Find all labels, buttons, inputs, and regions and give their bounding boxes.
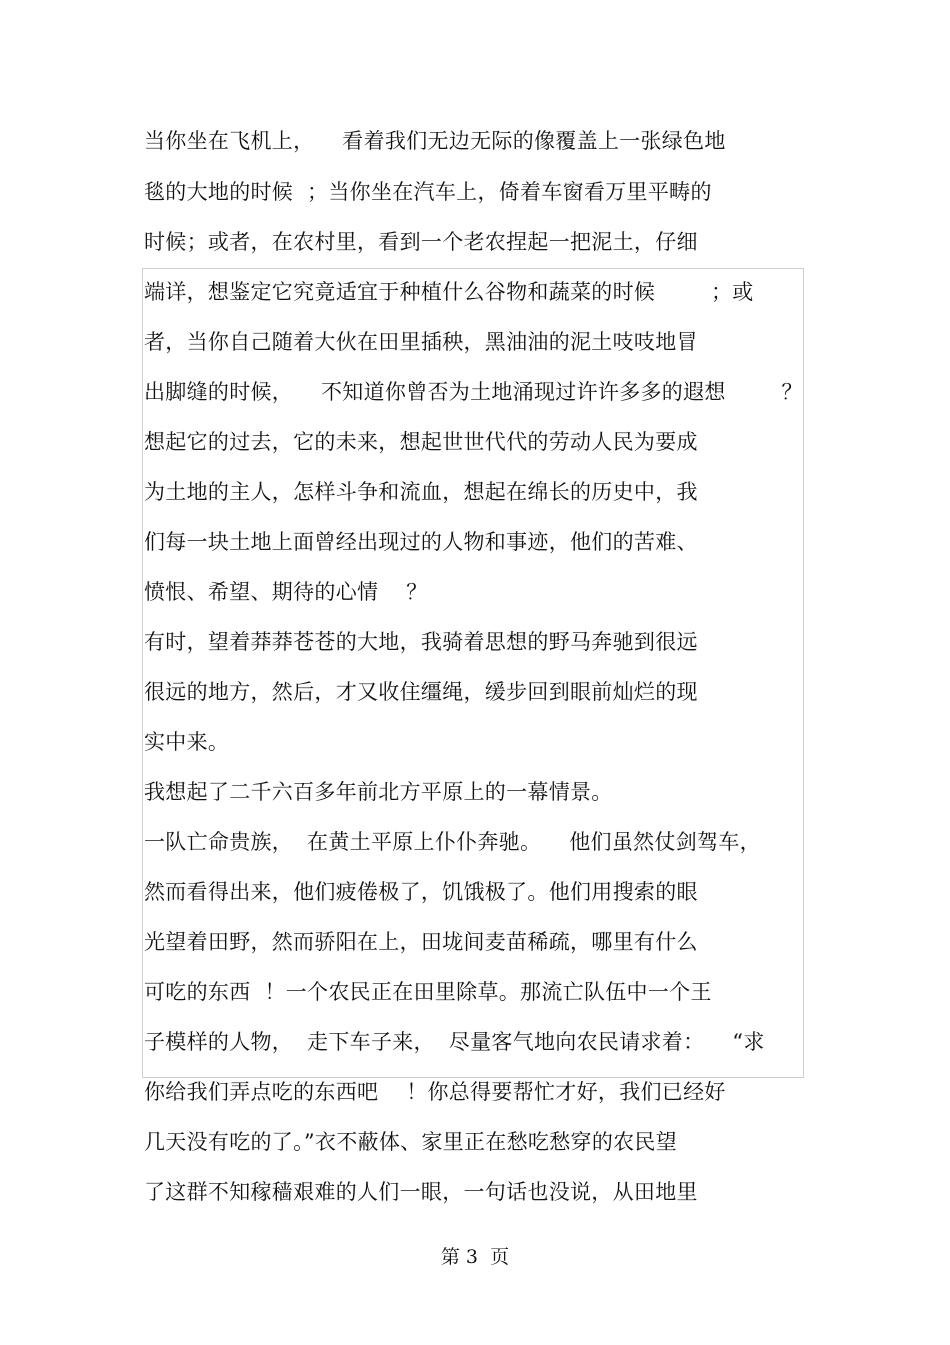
text-line: 可吃的东西 ！一个农民正在田里除草。那流亡队伍中一个王 (144, 980, 712, 1004)
text-line: 愤恨、希望、期待的心情 ？ (144, 580, 428, 604)
text-line: 出脚缝的时候， 不知道你曾否为土地涌现过许许多多的遐想 ？ (144, 380, 803, 404)
text-line: 子模样的人物， 走下车子来， 尽量客气地向农民请求着： “求 (144, 1030, 765, 1054)
text-line: 了这群不知稼穑艰难的人们一眼，一句话也没说，从田地里 (144, 1180, 698, 1204)
text-line: 端详，想鉴定它究竟适宜于种植什么谷物和蔬菜的时候 ；或 (144, 280, 754, 304)
text-line: 实中来。 (144, 730, 230, 754)
text-line: 时候；或者，在农村里，看到一个老农捏起一把泥土，仔细 (144, 230, 698, 254)
text-line: 为土地的主人，怎样斗争和流血，想起在绵长的历史中，我 (144, 480, 698, 504)
text-line: 我想起了二千六百多年前北方平原上的一幕情景。 (144, 780, 613, 804)
text-line: 有时，望着莽莽苍苍的大地，我骑着思想的野马奔驰到很远 (144, 630, 698, 654)
text-line: 想起它的过去，它的未来，想起世世代代的劳动人民为要成 (144, 430, 698, 454)
text-line: 者，当你自己随着大伙在田里插秧，黑油油的泥土吱吱地冒 (144, 330, 698, 354)
text-line: 光望着田野，然而骄阳在上，田垅间麦苗稀疏，哪里有什么 (144, 930, 698, 954)
text-line: 你给我们弄点吃的东西吧 ！你总得要帮忙才好，我们已经好 (144, 1080, 726, 1104)
text-line: 一队亡命贵族， 在黄土平原上仆仆奔驰。 他们虽然仗剑驾车， (144, 830, 761, 854)
text-line: 然而看得出来，他们疲倦极了，饥饿极了。他们用搜索的眼 (144, 880, 698, 904)
text-line: 们每一块土地上面曾经出现过的人物和事迹，他们的苦难、 (144, 530, 698, 554)
text-line: 当你坐在飞机上， 看着我们无边无际的像覆盖上一张绿色地 (144, 129, 726, 153)
text-line: 毯的大地的时候 ；当你坐在汽车上，倚着车窗看万里平畴的 (144, 180, 712, 204)
page-number: 第 3 页 (440, 1246, 510, 1268)
text-line: 几天没有吃的了。”衣不蔽体、家里正在愁吃愁穿的农民望 (144, 1130, 678, 1154)
text-line: 很远的地方，然后，才又收住缰绳，缓步回到眼前灿烂的现 (144, 680, 698, 704)
